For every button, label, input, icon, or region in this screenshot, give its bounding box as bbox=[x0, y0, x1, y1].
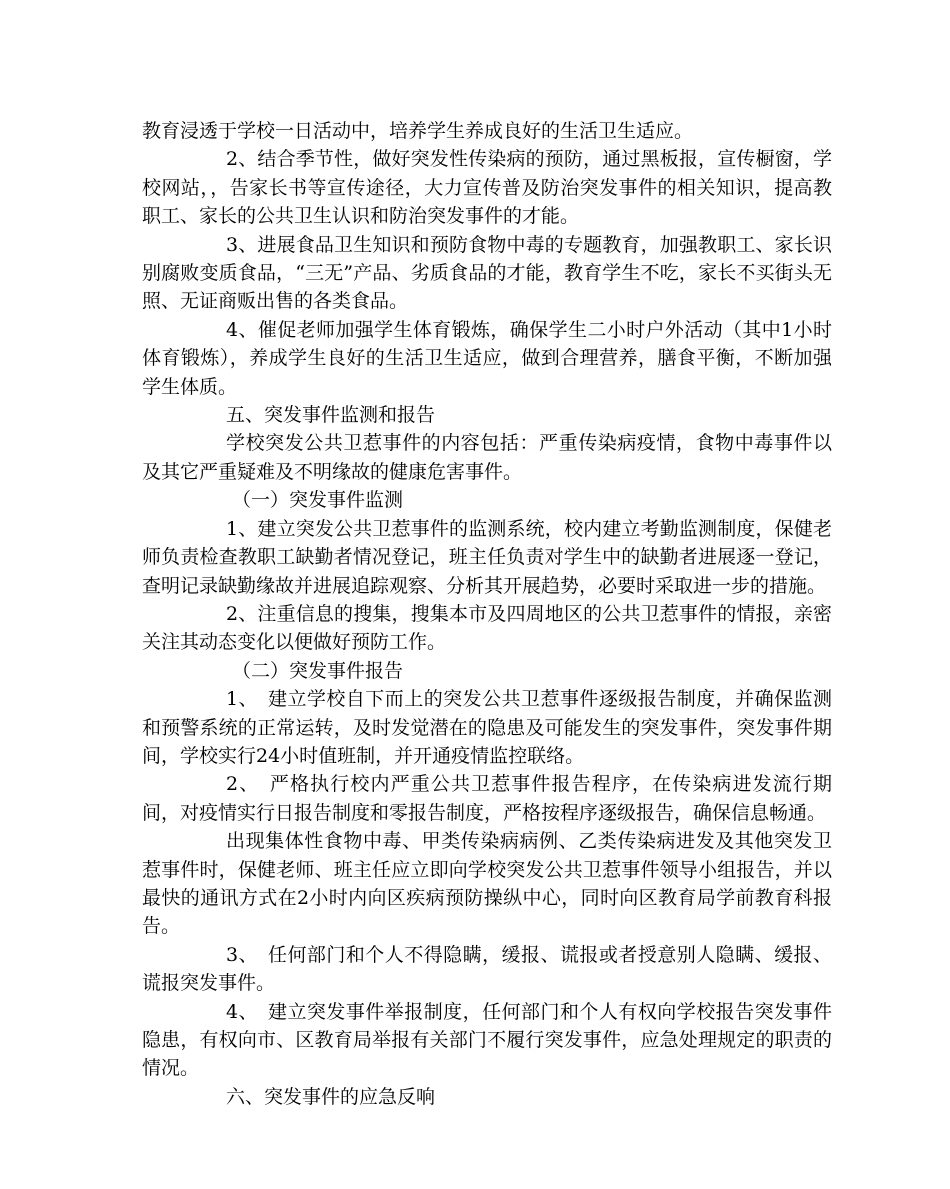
paragraph-2: 2、结合季节性，做好突发性传染病的预防，通过黑板报，宣传橱窗，学校网站，，告家长书等宣传途径，大力宣传普及防治突发事件的相关知识，提高教职工、家长的公共卫生认识和防治突发事件的才能。 bbox=[142, 148, 832, 228]
paragraph-6: 学校突发公共卫惹事件的内容包括：严重传染病疫情，食物中毒事件以及其它严重疑难及不明缘故的健康危害事件。 bbox=[142, 432, 832, 483]
section-heading-5: 五、突发事件监测和报告 bbox=[226, 404, 436, 427]
paragraph-11: 1、 建立学校自下而上的突发公共卫惹事件逐级报告制度，并确保监测和预警系统的正常运转，及时发觉潜在的隐患及可能发生的突发事件，突发事件期间，学校实行24小时值班制，并开通疫情监控联络。 bbox=[142, 688, 832, 767]
subsection-heading-monitoring: （一）突发事件监测 bbox=[232, 489, 404, 512]
document-body bbox=[142, 117, 832, 1111]
section-heading-6: 六、突发事件的应急反响 bbox=[226, 1085, 436, 1108]
paragraph-1: 教育浸透于学校一日活动中，培养学生养成良好的生活卫生适应。 bbox=[142, 120, 694, 142]
paragraph-13: 出现集体性食物中毒、甲类传染病病例、乙类传染病进发及其他突发卫惹事件时，保健老师、班主任应立即向学校突发公共卫惹事件领导小组报告，并以最快的通讯方式在2小时内向区疾病预防操纵中心，同时向区教育局学前教育科报告。 bbox=[142, 830, 832, 938]
paragraph-4: 4、催促老师加强学生体育锻炼，确保学生二小时户外活动（其中1小时体育锻炼），养成学生良好的生活卫生适应，做到合理营养，膳食平衡，不断加强学生体质。 bbox=[142, 318, 832, 398]
paragraph-12: 2、 严格执行校内严重公共卫惹事件报告程序，在传染病进发流行期间，对疫情实行日报告制度和零报告制度，严格按程序逐级报告，确保信息畅通。 bbox=[142, 773, 832, 824]
paragraph-8: 1、建立突发公共卫惹事件的监测系统，校内建立考勤监测制度，保健老师负责检查教职工缺勤者情况登记，班主任负责对学生中的缺勤者进展逐一登记，查明记录缺勤缘故并进展追踪观察、分析其开展趋势，必要时采取进一步的措施。 bbox=[142, 517, 832, 597]
subsection-heading-reporting: （二）突发事件报告 bbox=[232, 659, 404, 682]
paragraph-15: 4、 建立突发事件举报制度，任何部门和个人有权向学校报告突发事件隐患，有权向市、区教育局举报有关部门不履行突发事件，应急处理规定的职责的情况。 bbox=[142, 1000, 832, 1080]
paragraph-3: 3、进展食品卫生知识和预防食物中毒的专题教育，加强教职工、家长识别腐败变质食品，“三无”产品、劣质食品的才能，教育学生不吃，家长不买街头无照、无证商贩出售的各类食品。 bbox=[142, 233, 832, 313]
paragraph-14: 3、 任何部门和个人不得隐瞒，缓报、谎报或者授意别人隐瞒、缓报、谎报突发事件。 bbox=[142, 943, 832, 995]
paragraph-9: 2、注重信息的搜集，搜集本市及四周地区的公共卫惹事件的情报，亲密关注其动态变化以便做好预防工作。 bbox=[142, 602, 832, 654]
